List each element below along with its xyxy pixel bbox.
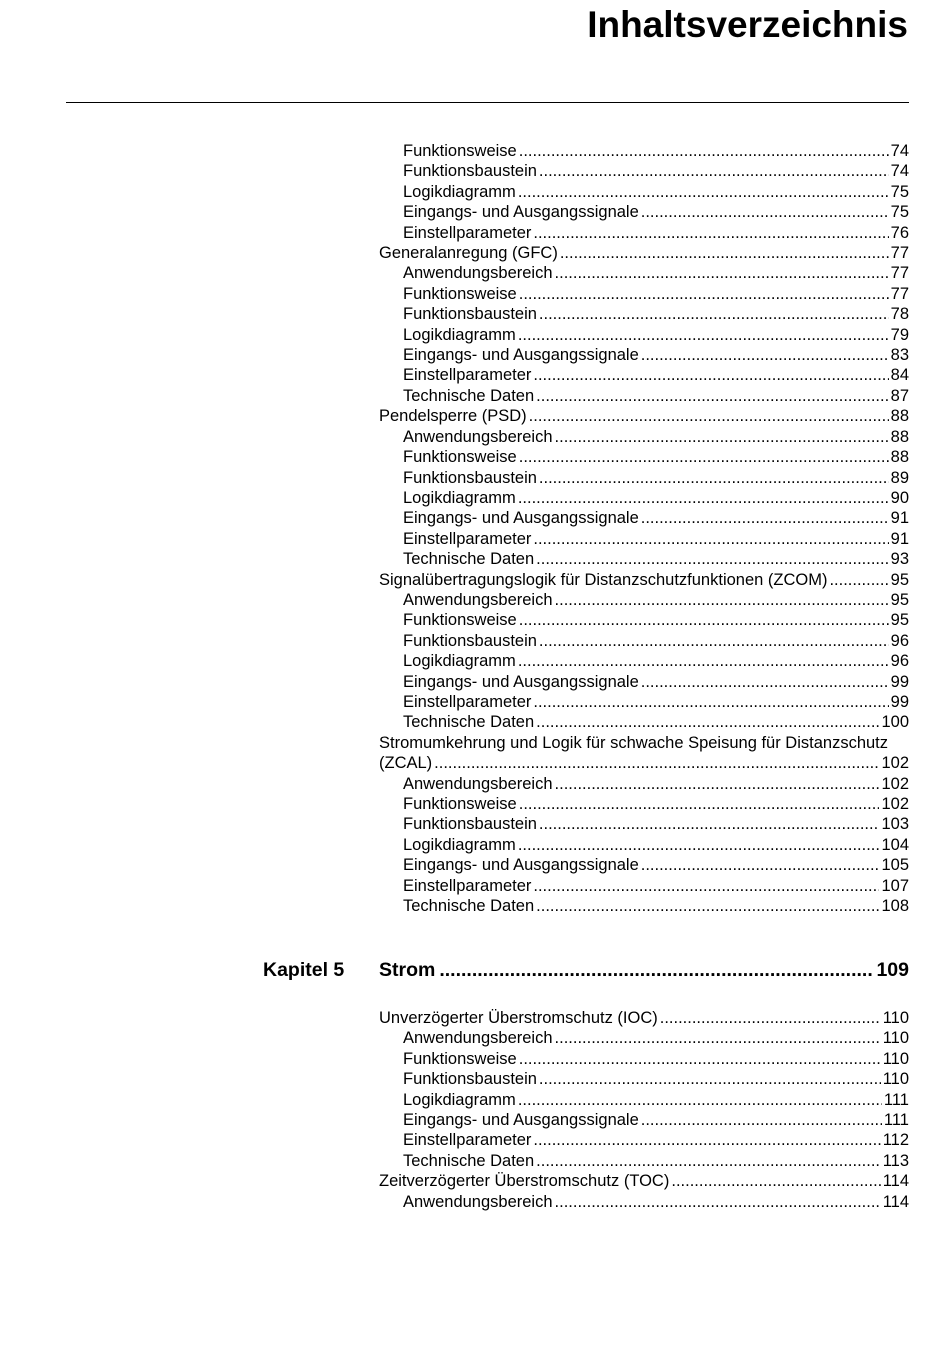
toc-page-number: 83 <box>890 346 909 365</box>
toc-entry-label: Einstellparameter <box>403 529 532 548</box>
toc-page-number: 88 <box>890 427 909 446</box>
chapter-title: Strom <box>379 959 436 981</box>
toc-page-number: 74 <box>890 162 909 181</box>
dot-leader <box>533 692 888 712</box>
toc-entry-label: Funktionsbaustein <box>403 305 537 324</box>
dot-leader <box>660 1008 881 1028</box>
dot-leader <box>529 406 889 426</box>
toc-list-top <box>379 141 909 916</box>
toc-page-number: 99 <box>890 672 909 691</box>
toc-section-entry[interactable] <box>379 243 909 263</box>
dot-leader <box>641 855 880 875</box>
toc-page-number: 111 <box>883 1090 909 1109</box>
toc-entry-label: Eingangs- und Ausgangssignale <box>403 203 639 222</box>
dot-leader <box>533 1130 880 1150</box>
chapter-page-number: 109 <box>876 959 909 981</box>
toc-entry-label: Pendelsperre (PSD) <box>379 407 527 426</box>
toc-page-number: 76 <box>890 223 909 242</box>
toc-subsection-entry[interactable] <box>379 304 909 324</box>
toc-page-number: 93 <box>890 550 909 569</box>
dot-leader <box>536 712 879 732</box>
dot-leader <box>539 814 880 834</box>
toc-section-entry[interactable] <box>379 1171 909 1191</box>
dot-leader <box>518 182 889 202</box>
toc-page-number: 104 <box>881 835 909 854</box>
toc-subsection-entry[interactable] <box>379 692 909 712</box>
toc-page-number: 102 <box>881 795 909 813</box>
toc-subsection-entry[interactable] <box>379 284 909 304</box>
toc-page-number: 96 <box>890 652 909 671</box>
toc-entry-label: Zeitverzögerter Überstromschutz (TOC) <box>379 1172 670 1191</box>
toc-subsection-entry[interactable] <box>379 141 909 161</box>
dot-leader <box>533 876 879 896</box>
toc-entry-label: Funktionsweise <box>403 448 517 467</box>
toc-subsection-entry[interactable] <box>379 672 909 692</box>
toc-section-entry[interactable] <box>379 570 909 590</box>
toc-subsection-entry[interactable] <box>379 855 909 875</box>
dot-leader <box>829 570 888 590</box>
dot-leader <box>519 794 880 814</box>
toc-entry-label: Funktionsweise <box>403 142 517 160</box>
toc-entry-label: (ZCAL) <box>379 754 433 773</box>
toc-subsection-entry[interactable] <box>379 590 909 610</box>
dot-leader <box>555 1192 881 1212</box>
dot-leader <box>555 1028 881 1048</box>
toc-entry-label: Anwendungsbereich <box>403 264 553 283</box>
toc-page-number: 74 <box>890 142 909 160</box>
toc-page-number: 77 <box>890 244 909 263</box>
toc-subsection-entry[interactable] <box>379 876 909 896</box>
toc-subsection-entry[interactable] <box>379 427 909 447</box>
toc-entry-label: Unverzögerter Überstromschutz (IOC) <box>379 1009 658 1027</box>
toc-page-number: 114 <box>882 1172 909 1191</box>
toc-subsection-entry[interactable] <box>379 468 909 488</box>
toc-subsection-entry[interactable] <box>379 651 909 671</box>
toc-page-number: 114 <box>882 1192 909 1211</box>
dot-leader <box>641 1110 882 1130</box>
dot-leader <box>539 631 889 651</box>
toc-page-number: 99 <box>890 692 909 711</box>
toc-entry-label-line1: Stromumkehrung und Logik für schwache Speisung für Distanzschutz <box>379 733 889 752</box>
toc-entry-label: Einstellparameter <box>403 876 532 895</box>
toc-subsection-entry[interactable] <box>379 508 909 528</box>
toc-subsection-entry[interactable] <box>379 447 909 467</box>
toc-subsection-entry[interactable] <box>379 1049 909 1069</box>
toc-page-number: 110 <box>882 1029 909 1048</box>
dot-leader <box>555 427 889 447</box>
dot-leader <box>555 263 889 283</box>
dot-leader <box>533 365 888 385</box>
dot-leader <box>555 590 889 610</box>
toc-section-entry[interactable] <box>379 1008 909 1028</box>
toc-subsection-entry[interactable] <box>379 1028 909 1048</box>
toc-page-number: 96 <box>890 631 909 650</box>
toc-page-number: 95 <box>890 611 909 630</box>
toc-subsection-entry[interactable] <box>379 365 909 385</box>
toc-page-number: 102 <box>881 774 909 793</box>
toc-page-number: 105 <box>881 856 909 875</box>
dot-leader <box>671 1171 880 1191</box>
toc-subsection-entry[interactable] <box>379 814 909 834</box>
dot-leader <box>533 223 888 243</box>
toc-entry-label: Einstellparameter <box>403 366 532 385</box>
dot-leader <box>519 141 889 161</box>
toc-page-number: 110 <box>882 1049 909 1068</box>
toc-page-number: 91 <box>890 529 909 548</box>
toc-entry-label: Anwendungsbereich <box>403 1029 553 1048</box>
toc-entry-label: Logikdiagramm <box>403 325 516 344</box>
dot-leader <box>539 161 889 181</box>
toc-page-number: 108 <box>881 897 909 916</box>
toc-subsection-entry[interactable] <box>379 202 909 222</box>
toc-subsection-entry[interactable] <box>379 794 909 814</box>
toc-page-number: 77 <box>890 284 909 303</box>
toc-page-number: 95 <box>890 570 909 589</box>
chapter-number: Kapitel 5 <box>263 959 345 981</box>
dot-leader <box>519 284 889 304</box>
toc-entry-label: Funktionsweise <box>403 1049 517 1068</box>
dot-leader <box>518 835 880 855</box>
dot-leader <box>519 610 889 630</box>
toc-entry-label: Eingangs- und Ausgangssignale <box>403 856 639 875</box>
toc-entry-label: Anwendungsbereich <box>403 427 553 446</box>
toc-subsection-entry[interactable] <box>379 345 909 365</box>
dot-leader <box>518 488 889 508</box>
toc-section-entry[interactable] <box>379 753 909 773</box>
toc-subsection-entry[interactable] <box>379 1110 909 1130</box>
toc-page-number: 77 <box>890 264 909 283</box>
toc-entry-label: Anwendungsbereich <box>403 1192 553 1211</box>
dot-leader <box>539 468 889 488</box>
page-title: Inhaltsverzeichnis <box>587 4 908 45</box>
dot-leader <box>518 325 889 345</box>
title-divider <box>66 102 909 103</box>
toc-entry-label: Eingangs- und Ausgangssignale <box>403 672 639 691</box>
toc-entry-label: Logikdiagramm <box>403 488 516 507</box>
toc-subsection-entry[interactable] <box>379 1192 909 1212</box>
toc-entry-label: Funktionsbaustein <box>403 1070 537 1089</box>
toc-page-number: 111 <box>883 1111 909 1130</box>
toc-entry-label: Eingangs- und Ausgangssignale <box>403 346 639 365</box>
toc-entry-label: Funktionsbaustein <box>403 162 537 181</box>
toc-page-number: 78 <box>890 305 909 324</box>
toc-entry-label: Einstellparameter <box>403 1131 532 1150</box>
toc-entry-label: Technische Daten <box>403 386 535 405</box>
toc-page-number: 90 <box>890 488 909 507</box>
dot-leader <box>539 1069 881 1089</box>
toc-subsection-entry[interactable] <box>379 774 909 794</box>
toc-entry-label: Generalanregung (GFC) <box>379 244 558 263</box>
toc-page-number: 79 <box>890 325 909 344</box>
dot-leader <box>539 304 889 324</box>
toc-entry-label: Funktionsweise <box>403 795 517 813</box>
toc-entry-label: Technische Daten <box>403 1151 535 1170</box>
toc-page-number: 89 <box>890 468 909 487</box>
dot-leader <box>555 774 880 794</box>
toc-entry-label: Eingangs- und Ausgangssignale <box>403 509 639 528</box>
toc-page-number: 88 <box>890 407 909 426</box>
toc-page-number: 88 <box>890 448 909 467</box>
toc-entry-label: Einstellparameter <box>403 692 532 711</box>
toc-entry-label: Signalübertragungslogik für Distanzschutzfunktionen (ZCOM) <box>379 570 828 589</box>
toc-section-entry[interactable] <box>379 406 909 426</box>
toc-entry-label: Technische Daten <box>403 713 535 732</box>
toc-entry-label: Funktionsbaustein <box>403 815 537 834</box>
toc-entry-label: Technische Daten <box>403 550 535 569</box>
toc-subsection-entry[interactable] <box>379 182 909 202</box>
toc-entry-label: Funktionsbaustein <box>403 631 537 650</box>
toc-list-bottom <box>379 1008 909 1212</box>
toc-page-number: 87 <box>890 386 909 405</box>
dot-leader <box>641 508 889 528</box>
toc-subsection-entry[interactable] <box>379 835 909 855</box>
toc-subsection-entry[interactable] <box>379 1069 909 1089</box>
toc-subsection-entry[interactable] <box>379 223 909 243</box>
toc-entry-label: Logikdiagramm <box>403 182 516 201</box>
toc-subsection-entry[interactable] <box>379 712 909 732</box>
toc-entry-label: Funktionsweise <box>403 284 517 303</box>
toc-entry-label: Funktionsbaustein <box>403 468 537 487</box>
toc-page-number: 75 <box>890 182 909 201</box>
toc-subsection-entry[interactable] <box>379 896 909 916</box>
toc-page-number: 100 <box>881 713 909 732</box>
dot-leader <box>560 243 889 263</box>
toc-page-number: 107 <box>881 876 909 895</box>
toc-subsection-entry[interactable] <box>379 263 909 283</box>
toc-subsection-entry[interactable] <box>379 488 909 508</box>
dot-leader <box>641 672 889 692</box>
toc-entry-label: Funktionsweise <box>403 611 517 630</box>
dot-leader <box>519 447 889 467</box>
toc-subsection-entry[interactable] <box>379 1151 909 1171</box>
toc-page-number: 102 <box>881 754 909 773</box>
dot-leader <box>641 202 889 222</box>
toc-entry-label: Logikdiagramm <box>403 1090 516 1109</box>
toc-subsection-entry[interactable] <box>379 161 909 181</box>
dot-leader <box>434 753 879 773</box>
dot-leader <box>641 345 889 365</box>
dot-leader <box>536 386 888 406</box>
dot-leader <box>519 1049 881 1069</box>
toc-subsection-entry[interactable] <box>379 529 909 549</box>
toc-page-number: 84 <box>890 366 909 385</box>
dot-leader <box>536 896 879 916</box>
toc-entry-label: Eingangs- und Ausgangssignale <box>403 1111 639 1130</box>
toc-entry-label: Anwendungsbereich <box>403 590 553 609</box>
dot-leader <box>439 958 872 982</box>
toc-entry-label: Logikdiagramm <box>403 652 516 671</box>
dot-leader <box>518 1090 882 1110</box>
dot-leader <box>518 651 889 671</box>
toc-page-number: 103 <box>881 815 909 834</box>
dot-leader <box>536 549 888 569</box>
toc-page-number: 95 <box>890 590 909 609</box>
toc-entry-label: Einstellparameter <box>403 223 532 242</box>
toc-page-number: 75 <box>890 203 909 222</box>
dot-leader <box>533 529 888 549</box>
toc-page-number: 112 <box>882 1131 909 1150</box>
toc-subsection-entry[interactable] <box>379 386 909 406</box>
chapter-heading[interactable] <box>263 958 909 982</box>
toc-entry-label: Anwendungsbereich <box>403 774 553 793</box>
toc-subsection-entry[interactable] <box>379 610 909 630</box>
toc-subsection-entry[interactable] <box>379 1090 909 1110</box>
toc-page-number: 110 <box>882 1009 909 1027</box>
toc-page-number: 110 <box>882 1070 909 1089</box>
toc-entry-label: Technische Daten <box>403 897 535 916</box>
toc-page-number: 113 <box>882 1151 909 1170</box>
toc-page-number: 91 <box>890 509 909 528</box>
toc-subsection-entry[interactable] <box>379 549 909 569</box>
toc-subsection-entry[interactable] <box>379 325 909 345</box>
dot-leader <box>536 1151 881 1171</box>
toc-subsection-entry[interactable] <box>379 631 909 651</box>
toc-entry-label: Logikdiagramm <box>403 835 516 854</box>
toc-subsection-entry[interactable] <box>379 1130 909 1150</box>
